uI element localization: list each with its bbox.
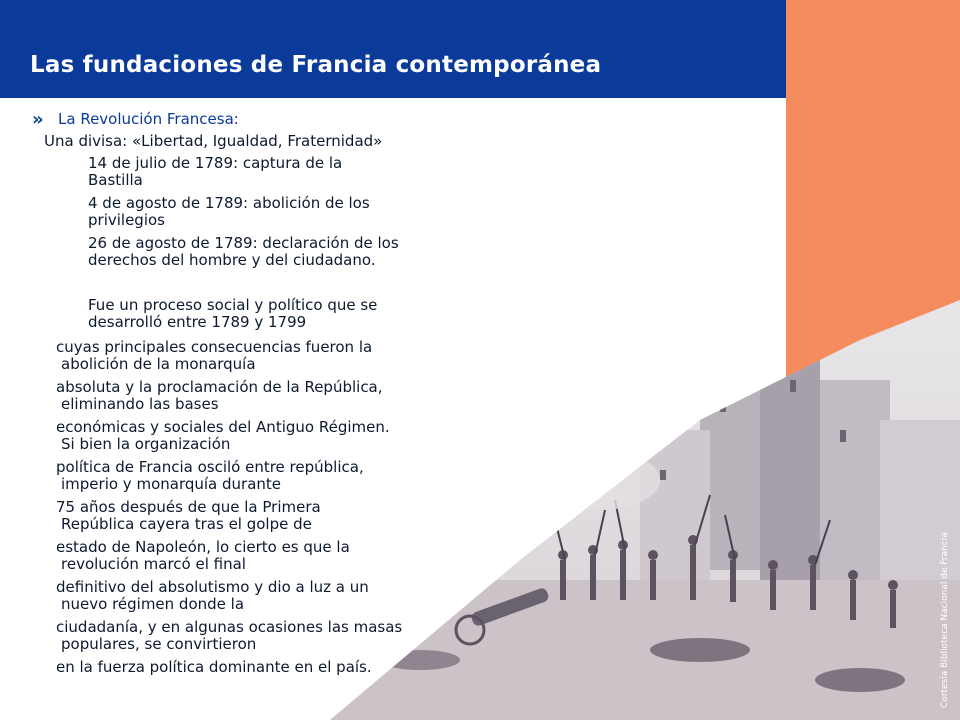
section-heading: La Revolución Francesa:	[58, 110, 239, 128]
event-line: derechos del hombre y del ciudadano.	[88, 251, 376, 269]
paragraph-line: nuevo régimen donde la	[61, 595, 245, 613]
slide-content	[0, 0, 460, 720]
paragraph-line: populares, se convirtieron	[61, 635, 257, 653]
event-item	[88, 195, 428, 229]
event-line: 14 de julio de 1789: captura de la	[88, 154, 343, 172]
paragraph-line: eliminando las bases	[61, 395, 219, 413]
paragraph-line: definitivo del absolutismo y dio a luz a un	[56, 578, 369, 596]
paragraph-line: política de Francia osciló entre república,	[56, 458, 364, 476]
paragraph-line: revolución marcó el final	[61, 555, 246, 573]
paragraph-block	[56, 539, 446, 573]
event-item	[88, 235, 428, 269]
paragraph-line: Si bien la organización	[61, 435, 231, 453]
paragraph-block	[56, 619, 446, 653]
paragraph-block	[56, 459, 446, 493]
paragraph-line: abolición de la monarquía	[61, 355, 256, 373]
paragraph-block	[56, 659, 446, 676]
paragraph-line: República cayera tras el golpe de	[61, 515, 312, 533]
slide-title: Las fundaciones de Francia contemporánea	[30, 52, 602, 78]
event-item	[88, 155, 428, 189]
paragraph-line: absoluta y la proclamación de la República,	[56, 378, 383, 396]
paragraph-line: en la fuerza política dominante en el país.	[56, 658, 372, 676]
paragraph-line: 75 años después de que la Primera	[56, 498, 321, 516]
paragraph-block	[56, 339, 446, 373]
paragraph-line: imperio y monarquía durante	[61, 475, 282, 493]
event-line: Bastilla	[88, 171, 143, 189]
motto-line: Una divisa: «Libertad, Igualdad, Fraternidad»	[44, 132, 383, 150]
paragraph-intro	[88, 297, 428, 331]
event-line: 4 de agosto de 1789: abolición de los	[88, 194, 370, 212]
image-credit: Cortesía Biblioteca Nacional de Francia	[940, 532, 950, 708]
paragraph-line: económicas y sociales del Antiguo Régimen.	[56, 418, 390, 436]
paragraph-line: ciudadanía, y en algunas ocasiones las masas	[56, 618, 403, 636]
double-chevron-right-icon: »	[32, 109, 44, 130]
paragraph-line: desarrolló entre 1789 y 1799	[88, 313, 307, 331]
paragraph-line: Fue un proceso social y político que se	[88, 296, 378, 314]
paragraph-line: cuyas principales consecuencias fueron la	[56, 338, 373, 356]
paragraph-block	[56, 419, 446, 453]
paragraph-block	[56, 579, 446, 613]
paragraph-block	[56, 499, 446, 533]
event-line: privilegios	[88, 211, 165, 229]
paragraph-line: estado de Napoleón, lo cierto es que la	[56, 538, 350, 556]
paragraph-block	[56, 379, 446, 413]
event-line: 26 de agosto de 1789: declaración de los	[88, 234, 399, 252]
